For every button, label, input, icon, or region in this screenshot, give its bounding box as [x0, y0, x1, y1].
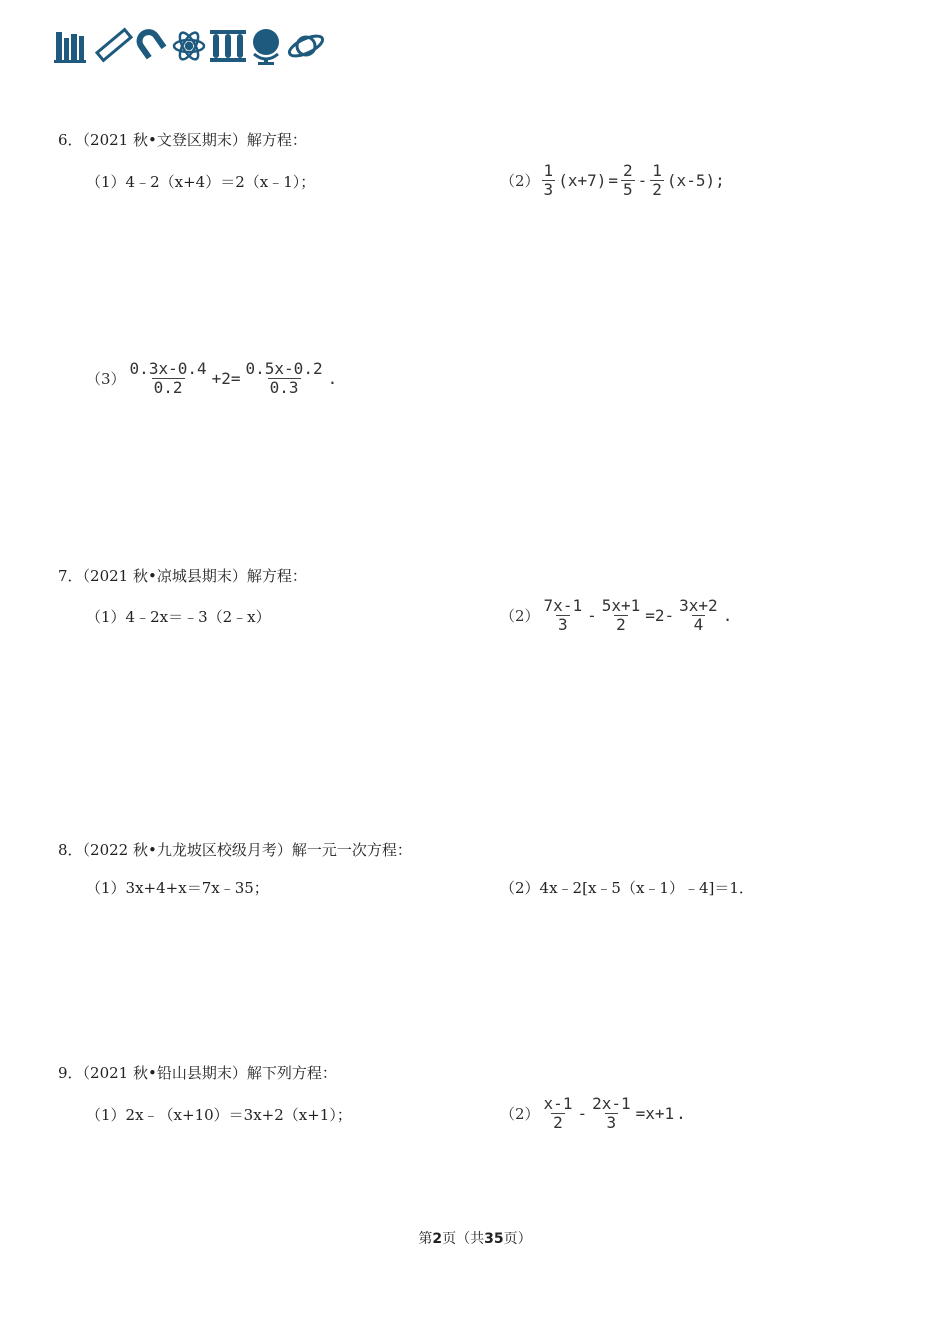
equation-text: 3x+4+x＝7x﹣35；: [125, 879, 269, 897]
equation-text: 4﹣2x＝﹣3（2﹣x）: [125, 608, 271, 626]
equation-text: 4x﹣2[x﹣5（x﹣1）﹣4]＝1．: [539, 879, 754, 897]
globe-icon: [253, 29, 279, 65]
part-label: （2）: [500, 879, 540, 897]
page-footer: 第2页（共35页）: [418, 1231, 532, 1247]
question-6-part-2: （2） $\frac{1}{3}$ (x+7) = $\frac{2}{5}$ - $\frac{1}{2}$ (x-5);: [500, 161, 725, 199]
part-label: （2）: [500, 1105, 540, 1123]
magnet-icon: [132, 24, 167, 59]
question-6-part-3: （3） $\frac{0.3x-0.4}{0.2}$ +2= $\frac{0.5x-0.2}{0.3}$ .: [86, 359, 338, 397]
page-number: 2: [432, 1231, 443, 1247]
books-icon: [54, 32, 86, 63]
part-label: （1）: [86, 1106, 126, 1124]
fraction: $\frac{2}{5}$: [623, 161, 633, 199]
part-label: （1）: [86, 173, 126, 191]
question-7-part-1: [86, 606, 271, 627]
test-tubes-icon: [210, 30, 246, 62]
fraction: $\frac{0.5x-0.2}{0.3}$: [245, 359, 323, 397]
question-9-title: 9．（2021 秋•铅山县期末）解下列方程：: [58, 1064, 337, 1082]
question-8-title: 8．（2022 秋•九龙坡区校级月考）解一元一次方程：: [58, 841, 412, 859]
question-8-part-2: [500, 877, 754, 898]
part-label: （1）: [86, 608, 126, 626]
fraction: $\frac{3x+2}{4}$: [679, 596, 718, 634]
fraction: $\frac{7x-1}{3}$: [543, 596, 583, 634]
part-label: （1）: [86, 879, 126, 897]
question-7-part-2: （2） $\frac{7x-1}{3}$ - $\frac{5x+1}{2}$ =2- $\frac{3x+2}{4}$ .: [500, 596, 733, 634]
question-9-part-1: [86, 1104, 352, 1125]
atom-icon: [174, 30, 204, 62]
question-8-part-1: [86, 877, 269, 898]
planet-icon: [287, 32, 326, 60]
question-6-title: 6．（2021 秋•文登区期末）解方程：: [58, 131, 307, 149]
part-label: （2）: [500, 607, 540, 625]
equation-text: 2x﹣（x+10）＝3x+2（x+1）；: [125, 1106, 352, 1124]
part-label: （3）: [86, 370, 126, 388]
ruler-icon: [97, 30, 131, 61]
fraction: $\frac{x-1}{2}$: [543, 1094, 573, 1132]
question-6-part-1: [86, 171, 315, 192]
fraction: $\frac{5x+1}{2}$: [601, 596, 641, 634]
fraction: $\frac{0.3x-0.4}{0.2}$: [129, 359, 207, 397]
fraction: $\frac{2x-1}{3}$: [592, 1094, 631, 1132]
question-7-title: 7．（2021 秋•凉城县期末）解方程：: [58, 567, 307, 585]
question-9-part-2: （2） $\frac{x-1}{2}$ - $\frac{2x-1}{3}$ =x+1 .: [500, 1094, 686, 1132]
page-total: 35: [484, 1231, 504, 1247]
header-icon-strip: [54, 24, 334, 68]
fraction: $\frac{1}{2}$: [652, 161, 662, 199]
equation-text: 4﹣2（x+4）＝2（x﹣1）；: [125, 173, 316, 191]
fraction: $\frac{1}{3}$: [543, 161, 554, 199]
part-label: （2）: [500, 172, 540, 190]
